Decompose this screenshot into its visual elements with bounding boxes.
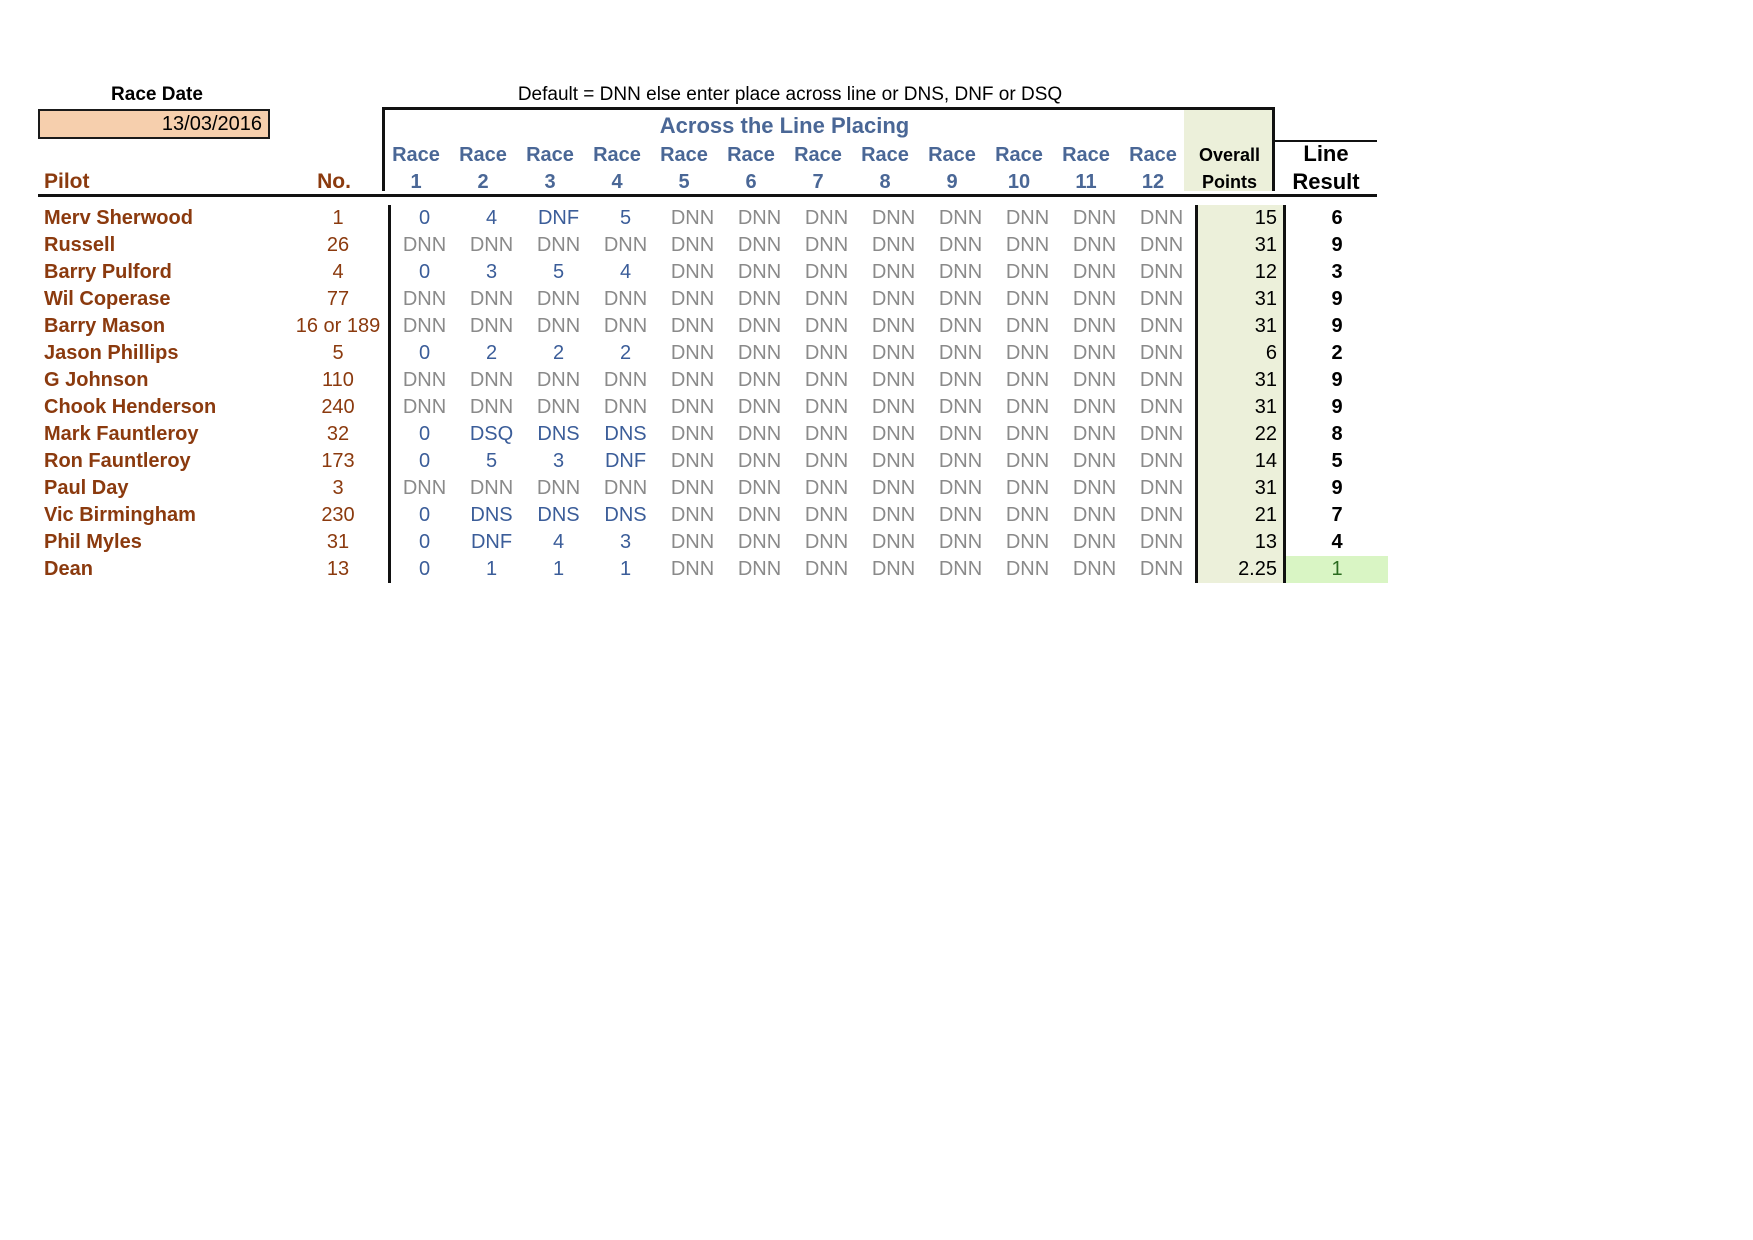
- race-7-place-cell[interactable]: DNN: [804, 531, 849, 553]
- race-12-place-cell[interactable]: DNN: [1128, 556, 1197, 583]
- race-header-number: 3: [544, 171, 556, 193]
- race-2-place-cell[interactable]: 3: [485, 261, 498, 283]
- race-6-place-cell[interactable]: DNN: [737, 396, 782, 418]
- race-2-place-cell[interactable]: DNN: [469, 288, 514, 310]
- race-2-place-cell[interactable]: DNN: [469, 396, 514, 418]
- pilot-row: [38, 232, 1388, 259]
- race-4-place-cell[interactable]: DNN: [603, 288, 648, 310]
- line-result-cell: 9: [1331, 396, 1343, 418]
- race-2-place-cell[interactable]: 4: [485, 207, 498, 229]
- race-5-place-cell[interactable]: DNN: [670, 477, 715, 499]
- race-5-place-cell[interactable]: DNN: [670, 396, 715, 418]
- overall-points-cell: 31: [1197, 286, 1285, 313]
- race-6-place-cell[interactable]: DNN: [737, 531, 782, 553]
- race-3-place-cell[interactable]: 2: [552, 342, 565, 364]
- pilot-row: [38, 286, 1388, 313]
- race-header-word: Race: [459, 144, 507, 166]
- race-6-place-cell[interactable]: DNN: [737, 558, 782, 580]
- race-5-place-cell[interactable]: DNN: [670, 369, 715, 391]
- race-7-place-cell[interactable]: DNN: [804, 504, 849, 526]
- pilot-name-cell[interactable]: Ron Fauntleroy: [44, 450, 191, 472]
- race-9-place-cell[interactable]: DNN: [938, 504, 983, 526]
- race-4-place-cell[interactable]: DNS: [604, 504, 647, 526]
- race-9-place-cell[interactable]: DNN: [938, 531, 983, 553]
- race-1-place-cell[interactable]: 0: [390, 259, 459, 286]
- race-12-place-cell[interactable]: DNN: [1128, 448, 1197, 475]
- pilot-name-cell[interactable]: Dean: [44, 558, 93, 580]
- race-7-place-cell[interactable]: DNN: [804, 207, 849, 229]
- race-7-place-cell[interactable]: DNN: [804, 288, 849, 310]
- race-6-place-cell[interactable]: DNN: [737, 369, 782, 391]
- pilot-row: [38, 529, 1388, 556]
- race-1-place-cell[interactable]: DNN: [390, 313, 459, 340]
- race-header-7: [786, 142, 850, 196]
- overall-points-cell: 2.25: [1197, 556, 1285, 583]
- race-header-9: [920, 142, 984, 196]
- pilot-number-cell[interactable]: 31: [326, 531, 350, 553]
- race-header-word: Race: [794, 144, 842, 166]
- race-4-place-cell[interactable]: DNF: [604, 450, 647, 472]
- race-header-8: [853, 142, 917, 196]
- race-8-place-cell[interactable]: DNN: [871, 423, 916, 445]
- race-8-place-cell[interactable]: DNN: [871, 477, 916, 499]
- pilot-column-header: Pilot: [44, 170, 90, 193]
- race-header-1: [384, 142, 448, 196]
- race-10-place-cell[interactable]: DNN: [1005, 558, 1050, 580]
- race-3-place-cell[interactable]: 1: [552, 558, 565, 580]
- race-header-number: 12: [1141, 171, 1165, 193]
- line-result-cell: 3: [1331, 261, 1343, 283]
- race-header-11: [1054, 142, 1118, 196]
- race-header-number: 4: [611, 171, 623, 193]
- pilot-row: [38, 340, 1388, 367]
- race-12-place-cell[interactable]: DNN: [1128, 502, 1197, 529]
- race-header-12: [1121, 142, 1185, 196]
- results-table: [38, 205, 1388, 583]
- race-10-place-cell[interactable]: DNN: [1005, 315, 1050, 337]
- race-9-place-cell[interactable]: DNN: [938, 234, 983, 256]
- race-9-place-cell[interactable]: DNN: [938, 315, 983, 337]
- header-divider: [38, 194, 1377, 197]
- race-7-place-cell[interactable]: DNN: [804, 342, 849, 364]
- line-header-bottom: Result: [1292, 169, 1360, 194]
- race-2-place-cell[interactable]: 1: [485, 558, 498, 580]
- race-5-place-cell[interactable]: DNN: [670, 450, 715, 472]
- race-5-place-cell[interactable]: DNN: [670, 558, 715, 580]
- pilot-row: [38, 205, 1388, 232]
- race-2-place-cell[interactable]: DNS: [470, 504, 513, 526]
- line-result-cell: 8: [1331, 423, 1343, 445]
- race-header-word: Race: [995, 144, 1043, 166]
- line-result-cell: 4: [1331, 531, 1343, 553]
- race-header-number: 10: [1007, 171, 1031, 193]
- race-header-6: [719, 142, 783, 196]
- race-11-place-cell[interactable]: DNN: [1072, 450, 1117, 472]
- line-header-top: Line: [1303, 141, 1349, 166]
- pilot-name-cell[interactable]: Jason Phillips: [44, 342, 179, 364]
- race-header-word: Race: [727, 144, 775, 166]
- race-6-place-cell[interactable]: DNN: [737, 342, 782, 364]
- overall-points-cell: 31: [1197, 367, 1285, 394]
- overall-points-cell: 31: [1197, 232, 1285, 259]
- race-3-place-cell[interactable]: DNN: [536, 288, 581, 310]
- line-result-cell: 7: [1331, 504, 1343, 526]
- race-2-place-cell[interactable]: DNN: [469, 477, 514, 499]
- race-5-place-cell[interactable]: DNN: [670, 504, 715, 526]
- pilot-row: [38, 421, 1388, 448]
- race-11-place-cell[interactable]: DNN: [1072, 477, 1117, 499]
- race-9-place-cell[interactable]: DNN: [938, 369, 983, 391]
- race-11-place-cell[interactable]: DNN: [1072, 558, 1117, 580]
- pilot-row: [38, 367, 1388, 394]
- race-8-place-cell[interactable]: DNN: [871, 531, 916, 553]
- pilot-name-cell[interactable]: Chook Henderson: [44, 396, 217, 418]
- race-header-number: 11: [1075, 171, 1097, 193]
- race-6-place-cell[interactable]: DNN: [737, 423, 782, 445]
- race-8-place-cell[interactable]: DNN: [871, 261, 916, 283]
- race-11-place-cell[interactable]: DNN: [1072, 423, 1117, 445]
- race-1-place-cell[interactable]: DNN: [390, 394, 459, 421]
- race-3-place-cell[interactable]: DNF: [537, 207, 580, 229]
- race-9-place-cell[interactable]: DNN: [938, 288, 983, 310]
- race-9-place-cell[interactable]: DNN: [938, 207, 983, 229]
- race-7-place-cell[interactable]: DNN: [804, 315, 849, 337]
- race-6-place-cell[interactable]: DNN: [737, 261, 782, 283]
- race-1-place-cell[interactable]: DNN: [390, 286, 459, 313]
- race-11-place-cell[interactable]: DNN: [1072, 396, 1117, 418]
- race-date-label: Race Date: [111, 84, 203, 105]
- race-10-place-cell[interactable]: DNN: [1005, 342, 1050, 364]
- race-5-place-cell[interactable]: DNN: [670, 423, 715, 445]
- race-7-place-cell[interactable]: DNN: [804, 423, 849, 445]
- race-3-place-cell[interactable]: DNN: [536, 315, 581, 337]
- overall-points-cell: 6: [1197, 340, 1285, 367]
- race-8-place-cell[interactable]: DNN: [871, 288, 916, 310]
- race-8-place-cell[interactable]: DNN: [871, 207, 916, 229]
- pilot-number-cell[interactable]: 110: [322, 369, 354, 391]
- race-2-place-cell[interactable]: DNN: [469, 315, 514, 337]
- pilot-name-cell[interactable]: Russell: [44, 234, 116, 256]
- pilot-name-cell[interactable]: Barry Mason: [44, 315, 166, 337]
- race-5-place-cell[interactable]: DNN: [670, 234, 715, 256]
- race-4-place-cell[interactable]: DNS: [604, 423, 647, 445]
- race-4-place-cell[interactable]: DNN: [603, 315, 648, 337]
- race-header-word: Race: [526, 144, 574, 166]
- line-result-cell: 5: [1331, 450, 1343, 472]
- race-1-place-cell[interactable]: 0: [390, 205, 459, 232]
- race-7-place-cell[interactable]: DNN: [804, 477, 849, 499]
- race-12-place-cell[interactable]: DNN: [1128, 232, 1197, 259]
- race-header-word: Race: [392, 144, 440, 166]
- race-3-place-cell[interactable]: DNN: [536, 396, 581, 418]
- instruction-text: Default = DNN else enter place across line or DNS, DNF or DSQ: [517, 84, 1063, 105]
- race-header-4: [585, 142, 649, 196]
- race-6-place-cell[interactable]: DNN: [737, 450, 782, 472]
- race-7-place-cell[interactable]: DNN: [804, 234, 849, 256]
- line-result-cell: 9: [1331, 369, 1343, 391]
- race-11-place-cell[interactable]: DNN: [1072, 207, 1117, 229]
- line-result-header: [1275, 140, 1377, 196]
- race-12-place-cell[interactable]: DNN: [1128, 421, 1197, 448]
- race-11-place-cell[interactable]: DNN: [1072, 288, 1117, 310]
- race-9-place-cell[interactable]: DNN: [938, 423, 983, 445]
- pilot-number-cell[interactable]: 5: [332, 342, 344, 364]
- race-6-place-cell[interactable]: DNN: [737, 234, 782, 256]
- race-1-place-cell[interactable]: 0: [390, 502, 459, 529]
- race-11-place-cell[interactable]: DNN: [1072, 342, 1117, 364]
- race-header-number: 8: [879, 171, 891, 193]
- race-10-place-cell[interactable]: DNN: [1005, 477, 1050, 499]
- race-4-place-cell[interactable]: DNN: [603, 396, 648, 418]
- race-9-place-cell[interactable]: DNN: [938, 261, 983, 283]
- race-2-place-cell[interactable]: DNN: [469, 369, 514, 391]
- race-1-place-cell[interactable]: 0: [390, 556, 459, 583]
- line-result-cell: 9: [1331, 288, 1343, 310]
- race-8-place-cell[interactable]: DNN: [871, 396, 916, 418]
- pilot-name-cell[interactable]: Barry Pulford: [44, 261, 172, 283]
- pilot-row: [38, 556, 1388, 583]
- race-6-place-cell[interactable]: DNN: [737, 504, 782, 526]
- line-result-cell: 6: [1331, 207, 1343, 229]
- race-header-3: [518, 142, 582, 196]
- placing-section-title: Across the Line Placing: [659, 113, 910, 138]
- race-12-place-cell[interactable]: DNN: [1128, 313, 1197, 340]
- race-10-place-cell[interactable]: DNN: [1005, 288, 1050, 310]
- pilot-row: [38, 259, 1388, 286]
- line-result-cell: 9: [1331, 315, 1343, 337]
- race-3-place-cell[interactable]: DNN: [536, 369, 581, 391]
- pilot-name-cell[interactable]: Vic Birmingham: [44, 504, 196, 526]
- line-result-cell: 9: [1331, 234, 1343, 256]
- race-header-word: Race: [928, 144, 976, 166]
- race-9-place-cell[interactable]: DNN: [938, 450, 983, 472]
- overall-points-cell: 14: [1197, 448, 1285, 475]
- race-8-place-cell[interactable]: DNN: [871, 315, 916, 337]
- line-result-cell: 2: [1331, 342, 1343, 364]
- race-10-place-cell[interactable]: DNN: [1005, 531, 1050, 553]
- race-12-place-cell[interactable]: DNN: [1128, 394, 1197, 421]
- pilot-number-cell[interactable]: 1: [332, 207, 344, 229]
- race-header-word: Race: [1129, 144, 1177, 166]
- race-4-place-cell[interactable]: DNN: [603, 234, 648, 256]
- race-2-place-cell[interactable]: DNN: [469, 234, 514, 256]
- race-12-place-cell[interactable]: DNN: [1128, 475, 1197, 502]
- race-1-place-cell[interactable]: 0: [390, 448, 459, 475]
- pilot-row: [38, 502, 1388, 529]
- overall-points-cell: 21: [1197, 502, 1285, 529]
- race-header-number: 1: [410, 171, 422, 193]
- overall-points-cell: 13: [1197, 529, 1285, 556]
- race-8-place-cell[interactable]: DNN: [871, 450, 916, 472]
- overall-points-cell: 12: [1197, 259, 1285, 286]
- race-header-number: 7: [812, 171, 824, 193]
- race-header-5: [652, 142, 716, 196]
- race-10-place-cell[interactable]: DNN: [1005, 234, 1050, 256]
- pilot-number-cell[interactable]: 16 or 189: [295, 315, 381, 337]
- race-5-place-cell[interactable]: DNN: [670, 531, 715, 553]
- race-9-place-cell[interactable]: DNN: [938, 558, 983, 580]
- race-header-number: 5: [678, 171, 690, 193]
- race-8-place-cell[interactable]: DNN: [871, 369, 916, 391]
- race-11-place-cell[interactable]: DNN: [1072, 261, 1117, 283]
- race-10-place-cell[interactable]: DNN: [1005, 207, 1050, 229]
- pilot-row: [38, 448, 1388, 475]
- race-12-place-cell[interactable]: DNN: [1128, 259, 1197, 286]
- race-header-number: 9: [946, 171, 958, 193]
- race-1-place-cell[interactable]: DNN: [390, 367, 459, 394]
- race-1-place-cell[interactable]: 0: [390, 340, 459, 367]
- pilot-name-cell[interactable]: G Johnson: [44, 369, 149, 391]
- pilot-name-cell[interactable]: Phil Myles: [44, 531, 142, 553]
- race-9-place-cell[interactable]: DNN: [938, 477, 983, 499]
- race-3-place-cell[interactable]: 5: [552, 261, 565, 283]
- race-5-place-cell[interactable]: DNN: [670, 261, 715, 283]
- race-4-place-cell[interactable]: DNN: [603, 369, 648, 391]
- pilot-name-cell[interactable]: Mark Fauntleroy: [44, 423, 199, 445]
- race-7-place-cell[interactable]: DNN: [804, 369, 849, 391]
- pilot-number-cell[interactable]: 77: [326, 288, 350, 310]
- race-8-place-cell[interactable]: DNN: [871, 234, 916, 256]
- race-11-place-cell[interactable]: DNN: [1072, 234, 1117, 256]
- race-7-place-cell[interactable]: DNN: [804, 261, 849, 283]
- race-6-place-cell[interactable]: DNN: [737, 207, 782, 229]
- race-date-input[interactable]: 13/03/2016: [38, 109, 270, 139]
- race-header-word: Race: [593, 144, 641, 166]
- race-5-place-cell[interactable]: DNN: [670, 342, 715, 364]
- race-2-place-cell[interactable]: DSQ: [469, 423, 514, 445]
- overall-points-header: [1184, 142, 1275, 196]
- race-10-place-cell[interactable]: DNN: [1005, 504, 1050, 526]
- race-3-place-cell[interactable]: DNS: [537, 423, 580, 445]
- race-2-place-cell[interactable]: 5: [485, 450, 498, 472]
- pilot-number-cell[interactable]: 173: [321, 450, 355, 472]
- pilot-number-cell[interactable]: 230: [321, 504, 355, 526]
- race-8-place-cell[interactable]: DNN: [871, 342, 916, 364]
- race-1-place-cell[interactable]: 0: [390, 529, 459, 556]
- race-3-place-cell[interactable]: DNS: [537, 504, 580, 526]
- race-12-place-cell[interactable]: DNN: [1128, 367, 1197, 394]
- race-7-place-cell[interactable]: DNN: [804, 396, 849, 418]
- race-6-place-cell[interactable]: DNN: [737, 288, 782, 310]
- pilot-number-cell[interactable]: 240: [321, 396, 355, 418]
- race-4-place-cell[interactable]: 3: [619, 531, 632, 553]
- race-2-place-cell[interactable]: 2: [485, 342, 498, 364]
- race-6-place-cell[interactable]: DNN: [737, 477, 782, 499]
- race-11-place-cell[interactable]: DNN: [1072, 531, 1117, 553]
- number-column-header: No.: [317, 170, 351, 193]
- pilot-number-cell[interactable]: 3: [332, 477, 344, 499]
- overall-points-cell: 15: [1197, 205, 1285, 232]
- pilot-number-cell[interactable]: 26: [326, 234, 350, 256]
- race-header-2: [451, 142, 515, 196]
- line-result-cell: 1: [1285, 556, 1389, 583]
- race-3-place-cell[interactable]: DNN: [536, 477, 581, 499]
- race-header-number: 6: [745, 171, 757, 193]
- pilot-row: [38, 475, 1388, 502]
- race-9-place-cell[interactable]: DNN: [938, 342, 983, 364]
- pilot-name-cell[interactable]: Wil Coperase: [44, 288, 171, 310]
- race-8-place-cell[interactable]: DNN: [871, 504, 916, 526]
- race-10-place-cell[interactable]: DNN: [1005, 369, 1050, 391]
- race-6-place-cell[interactable]: DNN: [737, 315, 782, 337]
- race-11-place-cell[interactable]: DNN: [1072, 504, 1117, 526]
- race-3-place-cell[interactable]: 4: [552, 531, 565, 553]
- race-10-place-cell[interactable]: DNN: [1005, 396, 1050, 418]
- race-header-word: Race: [861, 144, 909, 166]
- race-7-place-cell[interactable]: DNN: [804, 450, 849, 472]
- race-1-place-cell[interactable]: DNN: [390, 475, 459, 502]
- race-3-place-cell[interactable]: DNN: [536, 234, 581, 256]
- race-10-place-cell[interactable]: DNN: [1005, 261, 1050, 283]
- line-result-cell: 9: [1331, 477, 1343, 499]
- race-11-place-cell[interactable]: DNN: [1072, 315, 1117, 337]
- overall-points-cell: 31: [1197, 475, 1285, 502]
- race-header-word: Race: [1062, 144, 1110, 166]
- race-header-number: 2: [477, 171, 489, 193]
- race-header-word: Race: [660, 144, 708, 166]
- race-header-10: [987, 142, 1051, 196]
- race-7-place-cell[interactable]: DNN: [804, 558, 849, 580]
- race-9-place-cell[interactable]: DNN: [938, 396, 983, 418]
- race-10-place-cell[interactable]: DNN: [1005, 450, 1050, 472]
- overall-header-bottom: Points: [1201, 172, 1257, 192]
- race-5-place-cell[interactable]: DNN: [670, 315, 715, 337]
- race-2-place-cell[interactable]: DNF: [470, 531, 513, 553]
- pilot-row: [38, 394, 1388, 421]
- race-4-place-cell[interactable]: 2: [619, 342, 632, 364]
- race-1-place-cell[interactable]: DNN: [390, 232, 459, 259]
- race-4-place-cell[interactable]: DNN: [603, 477, 648, 499]
- race-12-place-cell[interactable]: DNN: [1128, 340, 1197, 367]
- race-4-place-cell[interactable]: 5: [619, 207, 632, 229]
- race-5-place-cell[interactable]: DNN: [670, 207, 715, 229]
- pilot-name-cell[interactable]: Merv Sherwood: [44, 207, 193, 229]
- race-8-place-cell[interactable]: DNN: [871, 558, 916, 580]
- pilot-name-cell[interactable]: Paul Day: [44, 477, 129, 499]
- race-10-place-cell[interactable]: DNN: [1005, 423, 1050, 445]
- race-1-place-cell[interactable]: 0: [390, 421, 459, 448]
- overall-points-cell: 22: [1197, 421, 1285, 448]
- race-12-place-cell[interactable]: DNN: [1128, 205, 1197, 232]
- overall-header-top: Overall: [1198, 145, 1261, 165]
- race-4-place-cell[interactable]: 4: [619, 261, 632, 283]
- race-4-place-cell[interactable]: 1: [619, 558, 632, 580]
- pilot-number-cell[interactable]: 4: [332, 261, 344, 283]
- pilot-number-cell[interactable]: 32: [326, 423, 350, 445]
- overall-points-cell: 31: [1197, 394, 1285, 421]
- race-3-place-cell[interactable]: 3: [552, 450, 565, 472]
- race-11-place-cell[interactable]: DNN: [1072, 369, 1117, 391]
- race-12-place-cell[interactable]: DNN: [1128, 286, 1197, 313]
- race-5-place-cell[interactable]: DNN: [670, 288, 715, 310]
- pilot-number-cell[interactable]: 13: [326, 558, 350, 580]
- race-12-place-cell[interactable]: DNN: [1128, 529, 1197, 556]
- overall-points-cell: 31: [1197, 313, 1285, 340]
- pilot-row: [38, 313, 1388, 340]
